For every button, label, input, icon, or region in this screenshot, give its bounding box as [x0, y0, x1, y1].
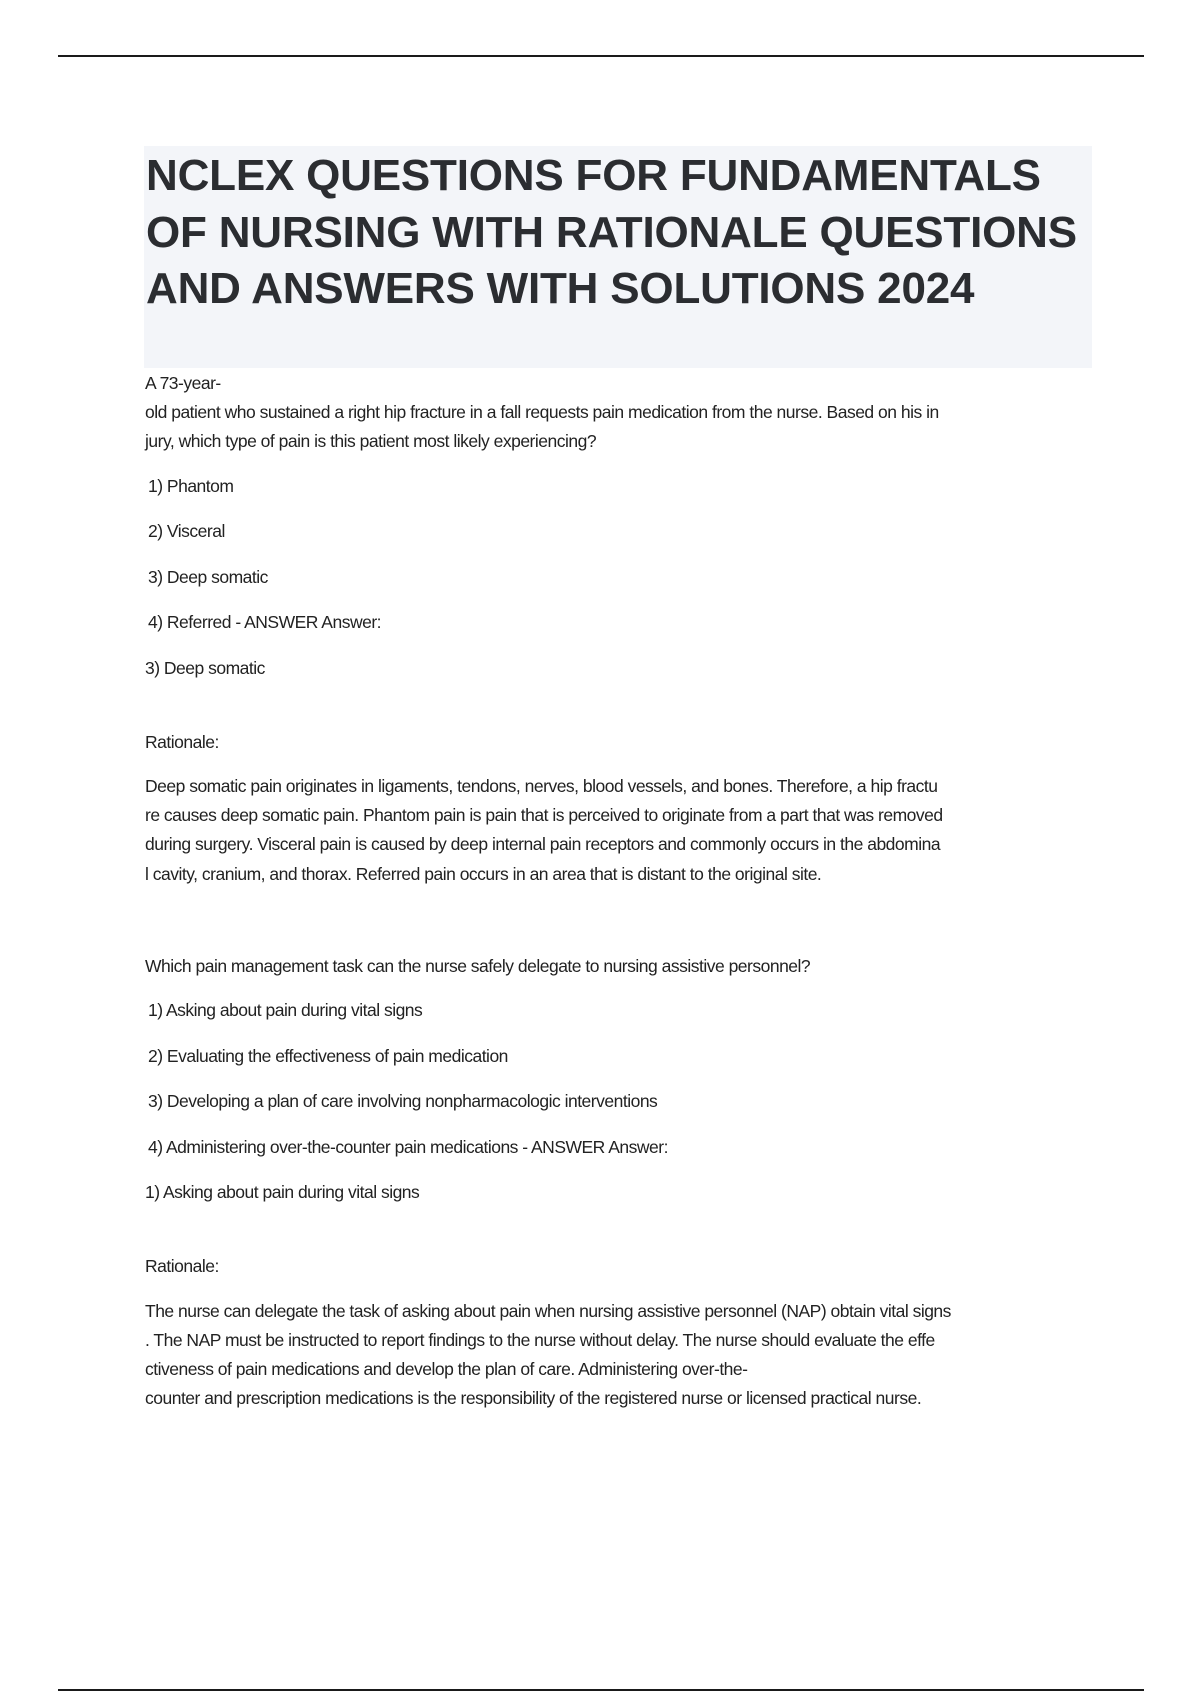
q2-rationale-line: The nurse can delegate the task of asking about pain when nursing assistive personnel (NAP) obtain vital signs	[145, 1301, 951, 1321]
q2-answer: 1) Asking about pain during vital signs	[145, 1182, 420, 1202]
q1-rationale-label: Rationale:	[145, 732, 219, 752]
q2-rationale-line: counter and prescription medications is the responsibility of the registered nurse or licensed practical nurse.	[145, 1388, 922, 1408]
q1-rationale-line: during surgery. Visceral pain is caused by deep internal pain receptors and commonly occurs in the abdomina	[145, 834, 941, 854]
q1-answer: 3) Deep somatic	[145, 658, 265, 678]
q1-rationale-line: re causes deep somatic pain. Phantom pain is pain that is perceived to originate from a part that was removed	[145, 805, 943, 825]
bottom-rule	[58, 1689, 1144, 1691]
q1-question-line: A 73-year-	[145, 373, 221, 393]
q1-option: 4) Referred - ANSWER Answer:	[148, 612, 382, 632]
q1-option: 3) Deep somatic	[148, 567, 268, 587]
q2-question: Which pain management task can the nurse safely delegate to nursing assistive personnel?	[145, 956, 811, 976]
document-title: NCLEX QUESTIONS FOR FUNDAMENTALS OF NURSING WITH RATIONALE QUESTIONS AND ANSWERS WITH SOLUTIONS 2024	[146, 151, 1077, 313]
q1-question-line: jury, which type of pain is this patient most likely experiencing?	[145, 431, 597, 451]
q1-rationale-line: l cavity, cranium, and thorax. Referred pain occurs in an area that is distant to the original site.	[145, 864, 822, 884]
q2-option: 4) Administering over-the-counter pain medications - ANSWER Answer:	[148, 1137, 668, 1157]
q1-option: 1) Phantom	[148, 476, 234, 496]
q1-question-line: old patient who sustained a right hip fracture in a fall requests pain medication from the nurse. Based on his in	[145, 402, 939, 422]
q1-option: 2) Visceral	[148, 521, 225, 541]
q2-rationale-label: Rationale:	[145, 1256, 219, 1276]
top-rule	[58, 55, 1144, 57]
q2-option: 1) Asking about pain during vital signs	[148, 1000, 423, 1020]
q2-rationale-line: ctiveness of pain medications and develop the plan of care. Administering over-the-	[145, 1359, 748, 1379]
q2-option: 2) Evaluating the effectiveness of pain medication	[148, 1046, 508, 1066]
q1-rationale-line: Deep somatic pain originates in ligaments, tendons, nerves, blood vessels, and bones. Therefore, a hip fractu	[145, 776, 938, 796]
q2-option: 3) Developing a plan of care involving nonpharmacologic interventions	[148, 1091, 658, 1111]
q2-rationale-line: . The NAP must be instructed to report findings to the nurse without delay. The nurse should evaluate the effe	[145, 1330, 935, 1350]
